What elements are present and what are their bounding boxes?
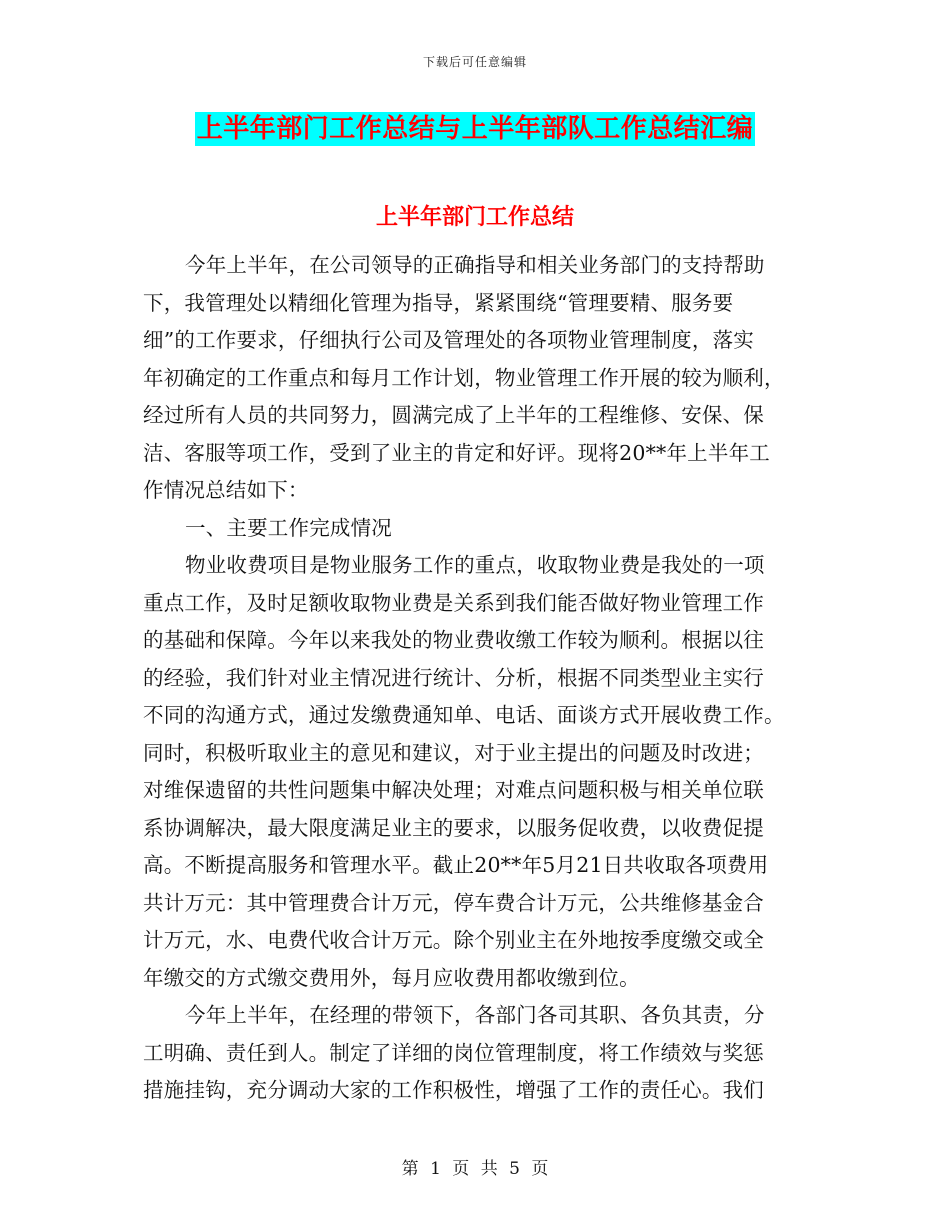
paragraph-line: 工明确、责任到人。制定了详细的岗位管理制度，将工作绩效与奖惩: [143, 1040, 764, 1065]
paragraph-line: 物业收费项目是物业服务工作的重点，收取物业费是我处的一项: [185, 553, 765, 577]
paragraph-line: 年缴交的方式缴交费用外，每月应收费用都收缴到位。: [143, 965, 640, 990]
paragraph-line: 对维保遗留的共性问题集中解决处理；对难点问题积极与相关单位联: [143, 778, 764, 802]
header-note: 下载后可任意编辑: [422, 55, 527, 69]
paragraph-line: 经过所有人员的共同努力，圆满完成了上半年的工程维修、安保、保: [143, 403, 764, 427]
paragraph-line: 重点工作，及时足额收取物业费是关系到我们能否做好物业管理工作: [143, 590, 764, 615]
paragraph-line: 共计万元：其中管理费合计万元，停车费合计万元，公共维修基金合: [143, 890, 764, 915]
paragraph-line: 高。不断提高服务和管理水平。截止20**年5月21日共收取各项费用: [143, 853, 769, 877]
paragraph-line: 计万元，水、电费代收合计万元。除个别业主在外地按季度缴交或全: [143, 928, 764, 952]
main-title: 上半年部门工作总结与上半年部队工作总结汇编: [196, 114, 754, 144]
paragraph-line: 细”的工作要求，仔细执行公司及管理处的各项物业管理制度，落实: [143, 328, 754, 352]
paragraph-line: 今年上半年，在经理的带领下，各部门各司其职、各负其责，分: [185, 1003, 765, 1027]
main-title-container: [0, 112, 950, 146]
section-heading: 一、主要工作完成情况: [185, 515, 392, 540]
document-body: [143, 247, 803, 1110]
paragraph-line: 洁、客服等项工作，受到了业主的肯定和好评。现将20**年上半年工: [143, 440, 770, 465]
paragraph-line: 的经验，我们针对业主情况进行统计、分析，根据不同类型业主实行: [143, 665, 764, 690]
page-number: 第 1 页 共 5 页: [401, 1159, 549, 1179]
section-title: 上半年部门工作总结: [375, 204, 574, 230]
paragraph-line: 年初确定的工作重点和每月工作计划，物业管理工作开展的较为顺利，: [143, 365, 785, 390]
paragraph-line: 的基础和保障。今年以来我处的物业费收缴工作较为顺利。根据以往: [143, 628, 764, 652]
paragraph-line: 措施挂钩，充分调动大家的工作积极性，增强了工作的责任心。我们: [143, 1078, 764, 1102]
paragraph-line: 系协调解决，最大限度满足业主的要求，以服务促收费，以收费促提: [143, 815, 764, 840]
paragraph-line: 不同的沟通方式，通过发缴费通知单、电话、面谈方式开展收费工作。: [143, 703, 785, 727]
paragraph-line: 同时，积极听取业主的意见和建议，对于业主提出的问题及时改进；: [143, 740, 764, 765]
paragraph-line: 今年上半年，在公司领导的正确指导和相关业务部门的支持帮助: [185, 253, 765, 277]
paragraph-line: 下，我管理处以精细化管理为指导，紧紧围绕“管理要精、服务要: [143, 290, 734, 315]
paragraph-line: 作情况总结如下：: [143, 478, 309, 502]
